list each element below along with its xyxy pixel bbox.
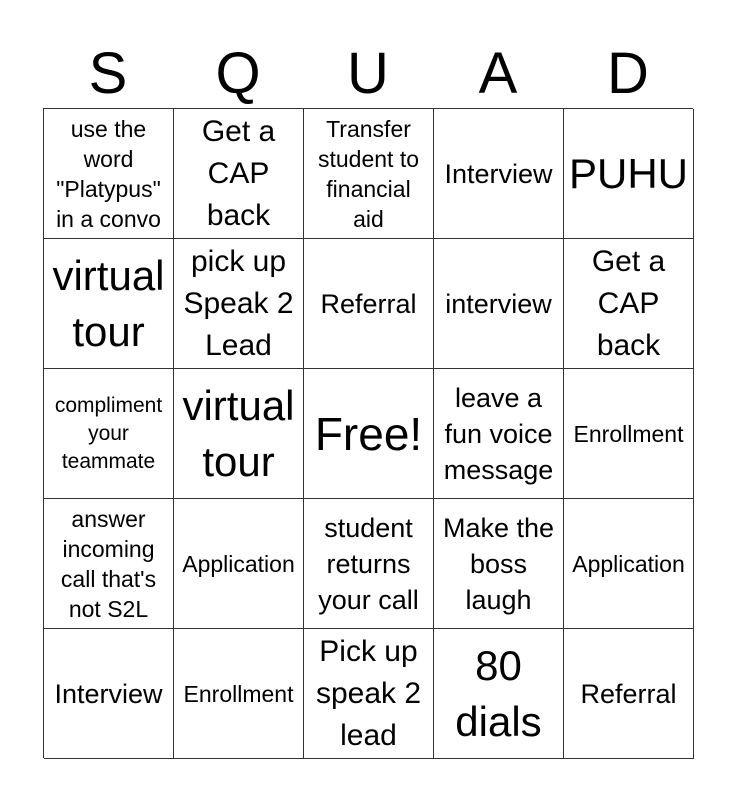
bingo-cell-r1-c3[interactable] xyxy=(304,109,434,239)
cell-text: 80 dials xyxy=(455,641,542,745)
bingo-board xyxy=(43,108,693,758)
cell-text: Transfer student to financial aid xyxy=(317,115,420,232)
cell-text: Application xyxy=(182,550,295,577)
cell-text: compliment your teammate xyxy=(54,393,163,473)
bingo-cell-r3-c5[interactable] xyxy=(564,369,694,499)
cell-text: Application xyxy=(572,550,685,577)
cell-text: Free! xyxy=(314,407,423,460)
bingo-cell-r2-c5[interactable] xyxy=(564,239,694,369)
bingo-cell-r3-c1[interactable] xyxy=(44,369,174,499)
bingo-cell-r1-c4[interactable] xyxy=(434,109,564,239)
cell-text: leave a fun voice message xyxy=(443,382,554,485)
cell-text: Make the boss laugh xyxy=(442,512,555,615)
header-letter-d: D xyxy=(607,41,649,106)
header-letter-u: U xyxy=(347,41,389,106)
cell-text: Referral xyxy=(320,288,417,319)
cell-text: Interview xyxy=(444,158,553,189)
bingo-cell-r3-c2[interactable] xyxy=(174,369,304,499)
header-letter-a: A xyxy=(478,41,518,106)
bingo-cell-r1-c2[interactable] xyxy=(174,109,304,239)
bingo-cell-r3-c3[interactable] xyxy=(304,369,434,499)
cell-text: virtual tour xyxy=(52,251,165,355)
cell-text: Interview xyxy=(54,678,163,709)
cell-text: answer incoming call that's not S2L xyxy=(60,505,157,622)
bingo-cell-r1-c1[interactable] xyxy=(44,109,174,239)
bingo-cell-r5-c1[interactable] xyxy=(44,629,174,759)
header-letter-q: Q xyxy=(215,41,261,106)
cell-text: Get a CAP back xyxy=(591,244,666,362)
cell-text: Enrollment xyxy=(183,680,294,707)
bingo-cell-r2-c4[interactable] xyxy=(434,239,564,369)
bingo-cell-r4-c5[interactable] xyxy=(564,499,694,629)
bingo-cell-r2-c2[interactable] xyxy=(174,239,304,369)
cell-text: virtual tour xyxy=(182,381,295,485)
cell-text: Referral xyxy=(580,678,677,709)
cell-text: pick up Speak 2 Lead xyxy=(183,244,294,362)
bingo-cell-r2-c1[interactable] xyxy=(44,239,174,369)
cell-text: use the word "Platypus" in a convo xyxy=(56,115,161,232)
bingo-cell-r4-c4[interactable] xyxy=(434,499,564,629)
cell-text: PUHU xyxy=(568,149,688,197)
cell-text: Pick up speak 2 lead xyxy=(315,634,422,752)
header-letter-s: S xyxy=(88,41,128,106)
bingo-cell-r5-c5[interactable] xyxy=(564,629,694,759)
bingo-cell-r3-c4[interactable] xyxy=(434,369,564,499)
cell-text: Enrollment xyxy=(573,420,684,447)
bingo-cell-r1-c5[interactable] xyxy=(564,109,694,239)
cell-text: interview xyxy=(445,288,552,319)
bingo-cell-r4-c2[interactable] xyxy=(174,499,304,629)
cell-text: student returns your call xyxy=(318,512,419,615)
bingo-cell-r5-c2[interactable] xyxy=(174,629,304,759)
bingo-cell-r2-c3[interactable] xyxy=(304,239,434,369)
bingo-header xyxy=(43,40,693,108)
cell-text: Get a CAP back xyxy=(201,114,276,232)
bingo-cell-r5-c3[interactable] xyxy=(304,629,434,759)
bingo-cell-r4-c1[interactable] xyxy=(44,499,174,629)
bingo-cell-r5-c4[interactable] xyxy=(434,629,564,759)
bingo-cell-r4-c3[interactable] xyxy=(304,499,434,629)
